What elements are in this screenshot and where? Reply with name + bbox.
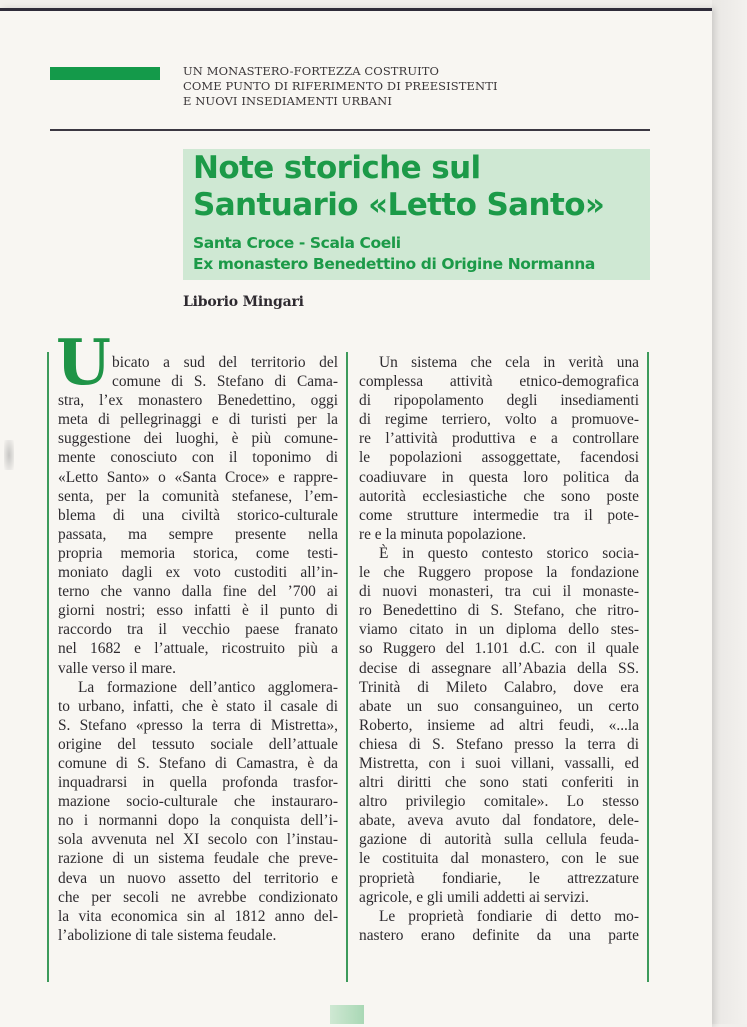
text-line: Mistretta, con i suoi villani, vassalli, ed [359, 754, 639, 772]
kicker-line: COME PUNTO DI RIFERIMENTO DI PREESISTENTI [183, 79, 498, 93]
text-line: come strutture intermedie tra il pote- [359, 506, 639, 524]
text-line: re l’attività produttiva e a controllare [359, 430, 639, 448]
text-line: Le proprietà fondiarie di detto mo- [379, 907, 639, 925]
author-byline: Liborio Mingari [183, 294, 304, 310]
text-line: complessa attività etnico-demografica [359, 373, 639, 391]
text-line: ro Benedettino di S. Stefano, che ritro- [359, 602, 639, 620]
text-line: re e la minuta popolazione. [359, 525, 527, 543]
text-line: mazione socio-culturale che instauraro- [58, 793, 338, 811]
text-line: abate, aveva avuto dal fondatore, dele- [359, 812, 639, 830]
article-subtitle [193, 233, 653, 275]
text-line: inquadrarsi in quella profonda trasfor- [58, 774, 338, 792]
article-title [193, 150, 653, 224]
text-line: le che Ruggero propose la fondazione [359, 564, 639, 582]
text-line: giorni nostri; esso infatti è il punto di [58, 602, 338, 620]
text-line: suggestione dei luoghi, è più comune- [58, 430, 338, 448]
text-line: nel 1682 e l’attuale, ricostruito più a [58, 640, 338, 658]
kicker-line: UN MONASTERO-FORTEZZA COSTRUITO [183, 64, 440, 78]
text-line: la vita economica sin al 1812 anno del- [58, 907, 338, 925]
title-line: Santuario «Letto Santo» [193, 187, 605, 223]
text-line: so Ruggero del 1.101 d.C. con il quale [359, 640, 639, 658]
text-line: altri diritti che sono stati conferiti in [359, 774, 639, 792]
text-line: coadiuvare in questa loro politica da [359, 468, 639, 486]
text-line: S. Stefano «presso la terra di Mistretta», [58, 716, 338, 734]
paper-smudge [4, 440, 14, 470]
column-left-rule [47, 352, 49, 982]
text-line: bicato a sud del territorio del [112, 354, 338, 371]
text-line: to urbano, infatti, che è stato il casale di [58, 697, 338, 715]
column-right [359, 353, 639, 945]
kicker-line: E NUOVI INSEDIAMENTI URBANI [183, 94, 392, 108]
subtitle-line: Santa Croce - Scala Coeli [193, 234, 401, 252]
text-line: di regime terriero, volto a promuove- [359, 411, 639, 429]
text-line: propria memoria storica, come testi- [58, 544, 338, 562]
text-line: blema di una civiltà storico-culturale [58, 506, 338, 524]
page-edge [712, 0, 747, 1024]
text-line: deva un nuovo assetto del territorio e [58, 869, 338, 887]
text-line: nastero erano definite da una parte [359, 926, 639, 944]
page-number-tab [330, 1005, 364, 1024]
text-line: proprietà fondiarie, le attrezzature [359, 869, 639, 887]
text-line: decise di assegnare all’Abazia della SS. [359, 659, 639, 677]
text-line: mente conosciuto con il toponimo di [58, 449, 338, 467]
text-line: meta di pellegrinaggi e di turisti per la [58, 411, 338, 429]
column-left [58, 353, 338, 945]
section-marker-bar [50, 67, 160, 80]
text-line: stra, l’ex monastero Benedettino, oggi [58, 392, 338, 410]
text-line: raccordo tra il vecchio paese franato [58, 621, 338, 639]
column-right-rule [647, 352, 649, 982]
text-line: sola avvenuta nel XI secolo con l’instau- [58, 831, 338, 849]
text-line: terno che vanno dalla fine del ’700 ai [58, 583, 338, 601]
text-line: le popolazioni assoggettate, facendosi [359, 449, 639, 467]
text-line: di nuovi monasteri, tra cui il monaste- [359, 583, 639, 601]
title-line: Note storiche sul [193, 150, 481, 186]
text-line: razione di un sistema feudale che preve- [58, 850, 338, 868]
header-rule [50, 129, 650, 131]
text-line: comune di S. Stefano di Camastra, è da [58, 754, 338, 772]
text-line: altro privilegio comitale». Lo stesso [359, 793, 639, 811]
text-line: Roberto, insieme ad altri feudi, «...la [359, 716, 639, 734]
text-line: autorità ecclesiastiche che sono poste [359, 487, 639, 505]
text-line: valle verso il mare. [58, 659, 176, 677]
text-line: comune di S. Stefano di Cama- [112, 373, 338, 391]
text-line: l’abolizione di tale sistema feudale. [58, 926, 277, 944]
text-line: le costituita dal monastero, con le sue [359, 850, 639, 868]
text-line: origine del tessuto sociale dell’attuale [58, 735, 338, 753]
drop-cap: U [56, 325, 111, 399]
subtitle-line: Ex monastero Benedettino di Origine Normanna [193, 255, 595, 273]
text-line: di ripopolamento degli insediamenti [359, 392, 639, 410]
text-line: che per secoli ne avrebbe condizionato [58, 888, 338, 906]
text-line: La formazione dell’antico agglomera- [78, 678, 338, 696]
kicker-headline [183, 64, 643, 109]
text-line: moniato dagli ex voto custoditi all’in- [58, 564, 338, 582]
text-line: passata, ma sempre presente nella [58, 525, 338, 543]
text-line: «Letto Santo» o «Santa Croce» e rappre- [58, 468, 338, 486]
text-line: gazione di autorità sulla cellula feuda- [359, 831, 639, 849]
column-divider-rule [346, 352, 348, 982]
text-line: Trinità di Mileto Calabro, dove era [359, 678, 639, 696]
text-line: no i normanni dopo la conquista dell’i- [58, 812, 338, 830]
text-line: viamo citato in un diploma dello stes- [359, 621, 639, 639]
text-line: agricole, e gli umili addetti ai servizi. [359, 888, 589, 906]
text-line: senta, per la comunità stefanese, l’em- [58, 487, 338, 505]
text-line: Un sistema che cela in verità una [379, 354, 639, 371]
text-line: chiesa di S. Stefano presso la terra di [359, 735, 639, 753]
text-line: È in questo contesto storico socia- [379, 544, 639, 562]
text-line: abate un suo consanguineo, un certo [359, 697, 639, 715]
